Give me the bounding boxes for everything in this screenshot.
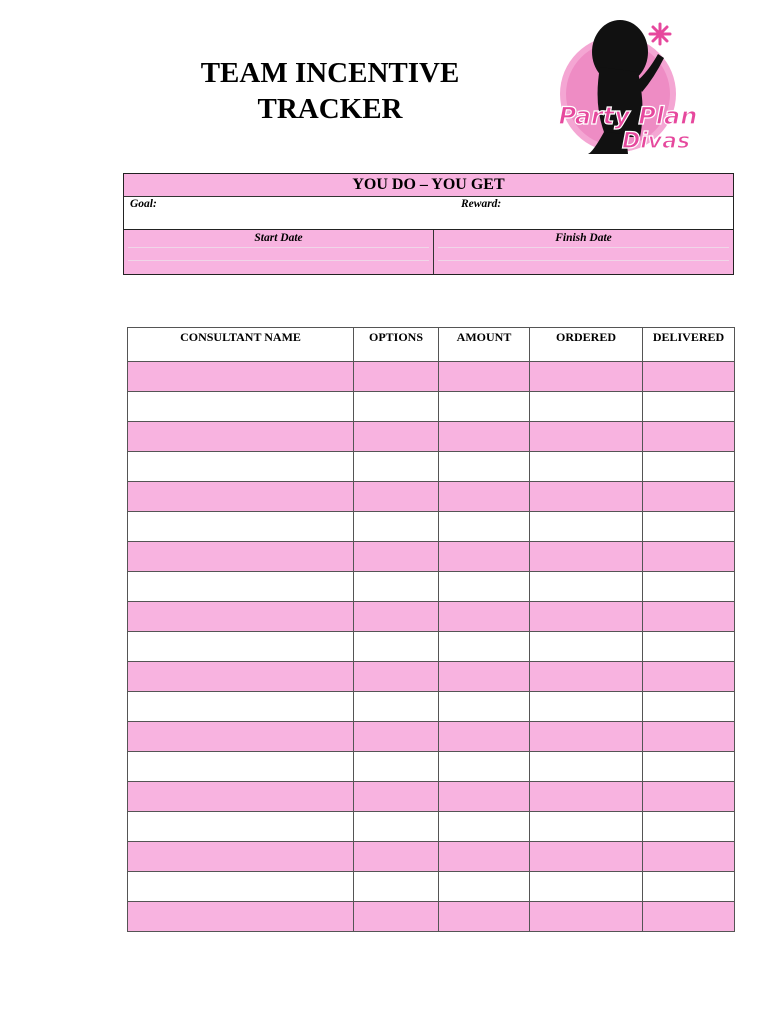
options-cell[interactable]	[354, 662, 439, 692]
consultant-name-cell[interactable]	[128, 542, 354, 572]
amount-cell[interactable]	[439, 872, 530, 902]
table-row	[128, 662, 735, 692]
options-cell[interactable]	[354, 542, 439, 572]
column-header-delivered: DELIVERED	[643, 328, 735, 362]
amount-cell[interactable]	[439, 362, 530, 392]
start-date-field[interactable]	[124, 230, 434, 274]
table-row	[128, 692, 735, 722]
options-cell[interactable]	[354, 872, 439, 902]
table-row	[128, 542, 735, 572]
incentive-goal-box	[123, 173, 734, 230]
ordered-cell[interactable]	[530, 812, 643, 842]
amount-cell[interactable]	[439, 752, 530, 782]
options-cell[interactable]	[354, 452, 439, 482]
logo-text-line-1: Party Plan	[558, 102, 698, 130]
delivered-cell[interactable]	[643, 752, 735, 782]
amount-cell[interactable]	[439, 782, 530, 812]
options-cell[interactable]	[354, 512, 439, 542]
you-do-you-get-heading: YOU DO – YOU GET	[124, 174, 733, 197]
delivered-cell[interactable]	[643, 512, 735, 542]
title-line-2: TRACKER	[257, 93, 403, 125]
amount-cell[interactable]	[439, 452, 530, 482]
options-cell[interactable]	[354, 692, 439, 722]
amount-cell[interactable]	[439, 722, 530, 752]
ordered-cell[interactable]	[530, 572, 643, 602]
options-cell[interactable]	[354, 722, 439, 752]
finish-date-label: Finish Date	[555, 232, 612, 244]
party-plan-divas-logo	[548, 12, 708, 162]
consultant-name-cell[interactable]	[128, 692, 354, 722]
amount-cell[interactable]	[439, 422, 530, 452]
amount-cell[interactable]	[439, 662, 530, 692]
options-cell[interactable]	[354, 752, 439, 782]
table-row	[128, 572, 735, 602]
table-row	[128, 872, 735, 902]
tracker-table-body	[128, 362, 735, 932]
consultant-name-cell[interactable]	[128, 512, 354, 542]
options-cell[interactable]	[354, 782, 439, 812]
amount-cell[interactable]	[439, 842, 530, 872]
column-header-options: OPTIONS	[354, 328, 439, 362]
table-row	[128, 752, 735, 782]
ordered-cell[interactable]	[530, 422, 643, 452]
delivered-cell[interactable]	[643, 842, 735, 872]
delivered-cell[interactable]	[643, 902, 735, 932]
finish-date-rule-2	[438, 260, 729, 261]
consultant-name-cell[interactable]	[128, 602, 354, 632]
ordered-cell[interactable]	[530, 752, 643, 782]
ordered-cell[interactable]	[530, 722, 643, 752]
consultant-name-cell[interactable]	[128, 362, 354, 392]
amount-cell[interactable]	[439, 692, 530, 722]
table-row	[128, 362, 735, 392]
logo-text-line-2: Divas	[621, 129, 691, 154]
ordered-cell[interactable]	[530, 392, 643, 422]
ordered-cell[interactable]	[530, 602, 643, 632]
delivered-cell[interactable]	[643, 482, 735, 512]
delivered-cell[interactable]	[643, 602, 735, 632]
amount-cell[interactable]	[439, 902, 530, 932]
table-row	[128, 902, 735, 932]
consultant-name-cell[interactable]	[128, 842, 354, 872]
options-cell[interactable]	[354, 812, 439, 842]
options-cell[interactable]	[354, 362, 439, 392]
finish-date-field[interactable]	[434, 230, 733, 274]
ordered-cell[interactable]	[530, 662, 643, 692]
table-row	[128, 482, 735, 512]
options-cell[interactable]	[354, 602, 439, 632]
ordered-cell[interactable]	[530, 782, 643, 812]
incentive-dates-box	[123, 230, 734, 275]
table-row	[128, 602, 735, 632]
title-line-1: TEAM INCENTIVE	[200, 57, 460, 89]
start-date-rule	[128, 247, 429, 248]
ordered-cell[interactable]	[530, 842, 643, 872]
table-row	[128, 812, 735, 842]
table-row	[128, 422, 735, 452]
ordered-cell[interactable]	[530, 542, 643, 572]
delivered-cell[interactable]	[643, 392, 735, 422]
options-cell[interactable]	[354, 422, 439, 452]
finish-date-rule	[438, 247, 729, 248]
consultant-name-cell[interactable]	[128, 902, 354, 932]
consultant-name-cell[interactable]	[128, 452, 354, 482]
consultant-name-cell[interactable]	[128, 482, 354, 512]
ordered-cell[interactable]	[530, 482, 643, 512]
consultant-name-cell[interactable]	[128, 872, 354, 902]
delivered-cell[interactable]	[643, 542, 735, 572]
consultant-name-cell[interactable]	[128, 722, 354, 752]
page-title	[175, 55, 485, 127]
delivered-cell[interactable]	[643, 782, 735, 812]
delivered-cell[interactable]	[643, 362, 735, 392]
consultant-name-cell[interactable]	[128, 812, 354, 842]
amount-cell[interactable]	[439, 812, 530, 842]
table-row	[128, 512, 735, 542]
ordered-cell[interactable]	[530, 362, 643, 392]
consultant-name-cell[interactable]	[128, 392, 354, 422]
consultant-name-cell[interactable]	[128, 662, 354, 692]
table-row	[128, 392, 735, 422]
options-cell[interactable]	[354, 482, 439, 512]
reward-label: Reward:	[461, 198, 502, 210]
options-cell[interactable]	[354, 572, 439, 602]
column-header-amount: AMOUNT	[439, 328, 530, 362]
column-header-consultant-name: CONSULTANT NAME	[128, 328, 354, 362]
amount-cell[interactable]	[439, 392, 530, 422]
consultant-tracker-table	[127, 327, 735, 932]
delivered-cell[interactable]	[643, 422, 735, 452]
table-row	[128, 722, 735, 752]
delivered-cell[interactable]	[643, 812, 735, 842]
delivered-cell[interactable]	[643, 662, 735, 692]
options-cell[interactable]	[354, 902, 439, 932]
consultant-name-cell[interactable]	[128, 572, 354, 602]
goal-label: Goal:	[130, 198, 157, 210]
options-cell[interactable]	[354, 632, 439, 662]
table-row	[128, 452, 735, 482]
amount-cell[interactable]	[439, 542, 530, 572]
amount-cell[interactable]	[439, 512, 530, 542]
amount-cell[interactable]	[439, 572, 530, 602]
start-date-label: Start Date	[254, 232, 303, 244]
table-row	[128, 842, 735, 872]
delivered-cell[interactable]	[643, 692, 735, 722]
amount-cell[interactable]	[439, 482, 530, 512]
table-row	[128, 632, 735, 662]
delivered-cell[interactable]	[643, 632, 735, 662]
consultant-name-cell[interactable]	[128, 782, 354, 812]
amount-cell[interactable]	[439, 632, 530, 662]
ordered-cell[interactable]	[530, 872, 643, 902]
table-row	[128, 782, 735, 812]
delivered-cell[interactable]	[643, 452, 735, 482]
ordered-cell[interactable]	[530, 632, 643, 662]
consultant-name-cell[interactable]	[128, 632, 354, 662]
ordered-cell[interactable]	[530, 452, 643, 482]
consultant-name-cell[interactable]	[128, 752, 354, 782]
delivered-cell[interactable]	[643, 872, 735, 902]
start-date-rule-2	[128, 260, 429, 261]
column-header-ordered: ORDERED	[530, 328, 643, 362]
options-cell[interactable]	[354, 842, 439, 872]
table-header-row	[128, 328, 735, 362]
ordered-cell[interactable]	[530, 692, 643, 722]
ordered-cell[interactable]	[530, 512, 643, 542]
ordered-cell[interactable]	[530, 902, 643, 932]
delivered-cell[interactable]	[643, 722, 735, 752]
options-cell[interactable]	[354, 392, 439, 422]
delivered-cell[interactable]	[643, 572, 735, 602]
amount-cell[interactable]	[439, 602, 530, 632]
consultant-name-cell[interactable]	[128, 422, 354, 452]
